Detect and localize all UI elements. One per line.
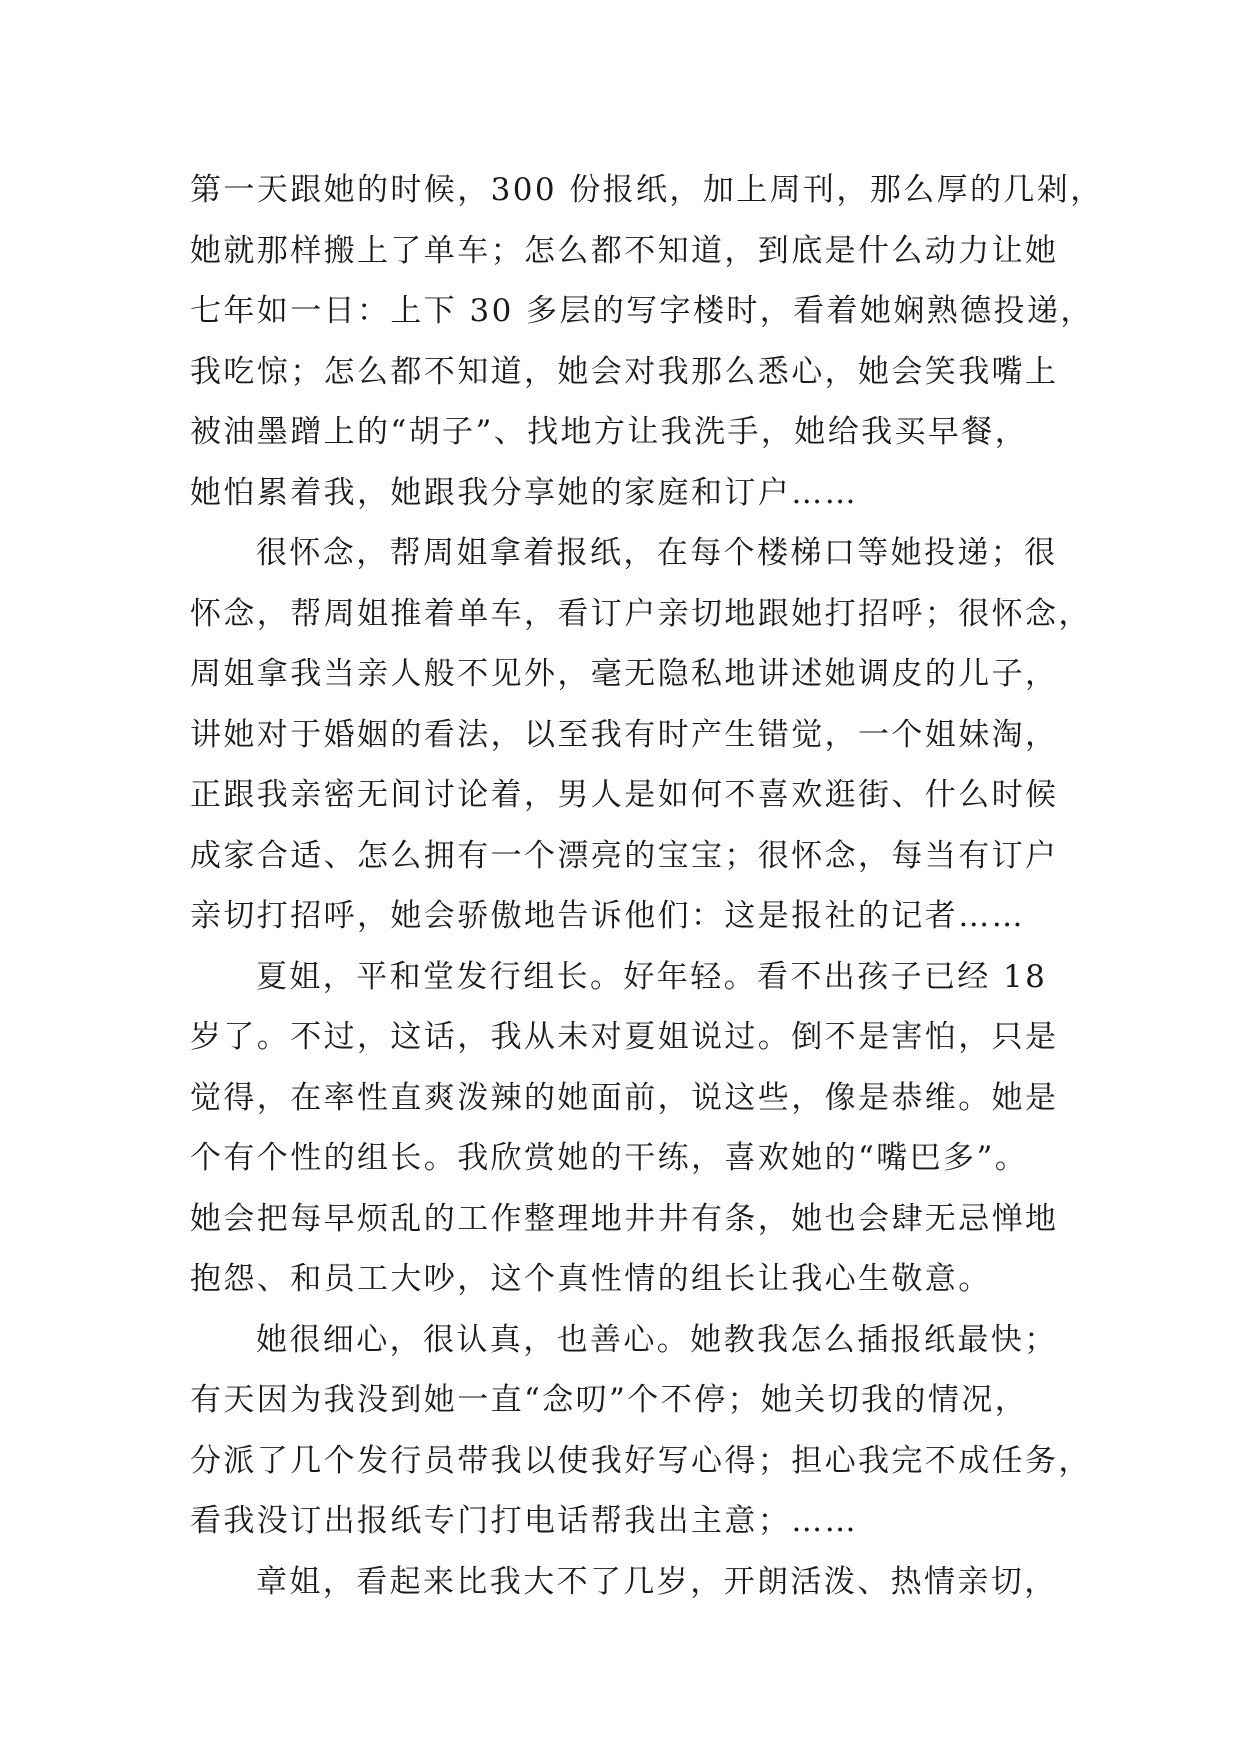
text-line: 抱怨、和员工大吵，这个真性情的组长让我心生敬意。 — [190, 1261, 992, 1297]
text-line: 七年如一日：上下 30 多层的写字楼时，看着她娴熟德投递， — [190, 293, 1094, 329]
text-line: 觉得，在率性直爽泼辣的她面前，说这些，像是恭维。她是 — [190, 1079, 1059, 1116]
text-line: 怀念，帮周姐推着单车，看订户亲切地跟她打招呼；很怀念， — [190, 595, 1092, 632]
text-line: 岁了。不过，这话，我从未对夏姐说过。倒不是害怕，只是 — [190, 1019, 1059, 1055]
text-line: 我吃惊；怎么都不知道，她会对我那么悉心，她会笑我嘴上 — [190, 353, 1059, 390]
text-line: 第一天跟她的时候，300 份报纸，加上周刊，那么厚的几剁， — [190, 172, 1104, 208]
text-line: 讲她对于婚姻的看法，以至我有时产生错觉，一个姐妹淘， — [190, 716, 1059, 753]
text-line: 成家合适、怎么拥有一个漂亮的宝宝；很怀念，每当有订户 — [190, 837, 1059, 874]
text-line: 她就那样搬上了单车；怎么都不知道，到底是什么动力让她 — [190, 232, 1059, 269]
paragraph-first-line: 她很细心，很认真，也善心。她教我怎么插报纸最快； — [256, 1321, 1058, 1358]
text-line: 正跟我亲密无间讨论着，男人是如何不喜欢逛街、什么时候 — [190, 777, 1059, 813]
text-line: 周姐拿我当亲人般不见外，毫无隐私地讲述她调皮的儿子， — [190, 656, 1059, 692]
paragraph-first-line: 很怀念，帮周姐拿着报纸，在每个楼梯口等她投递；很 — [256, 535, 1058, 571]
text-line: 个有个性的组长。我欣赏她的干练，喜欢她的“嘴巴多”。 — [190, 1140, 1029, 1176]
text-line: 她怕累着我，她跟我分享她的家庭和订户…… — [190, 474, 858, 511]
text-line: 看我没订出报纸专门打电话帮我出主意；…… — [190, 1503, 858, 1539]
body-text — [190, 160, 1104, 1612]
text-line: 她会把每早烦乱的工作整理地井井有条，她也会肆无忌惮地 — [190, 1200, 1059, 1237]
text-line: 被油墨蹭上的“胡子”、找地方让我洗手，她给我买早餐， — [190, 414, 1029, 450]
text-line: 分派了几个发行员带我以使我好写心得；担心我完不成任务， — [190, 1442, 1092, 1479]
text-line: 亲切打招呼，她会骄傲地告诉他们：这是报社的记者…… — [190, 898, 1025, 934]
paragraph-first-line: 章姐，看起来比我大不了几岁，开朗活泼、热情亲切， — [256, 1563, 1058, 1600]
paragraph-first-line: 夏姐，平和堂发行组长。好年轻。看不出孩子已经 18 — [256, 958, 1048, 995]
text-line: 有天因为我没到她一直“念叨”个不停；她关切我的情况， — [190, 1382, 1029, 1418]
